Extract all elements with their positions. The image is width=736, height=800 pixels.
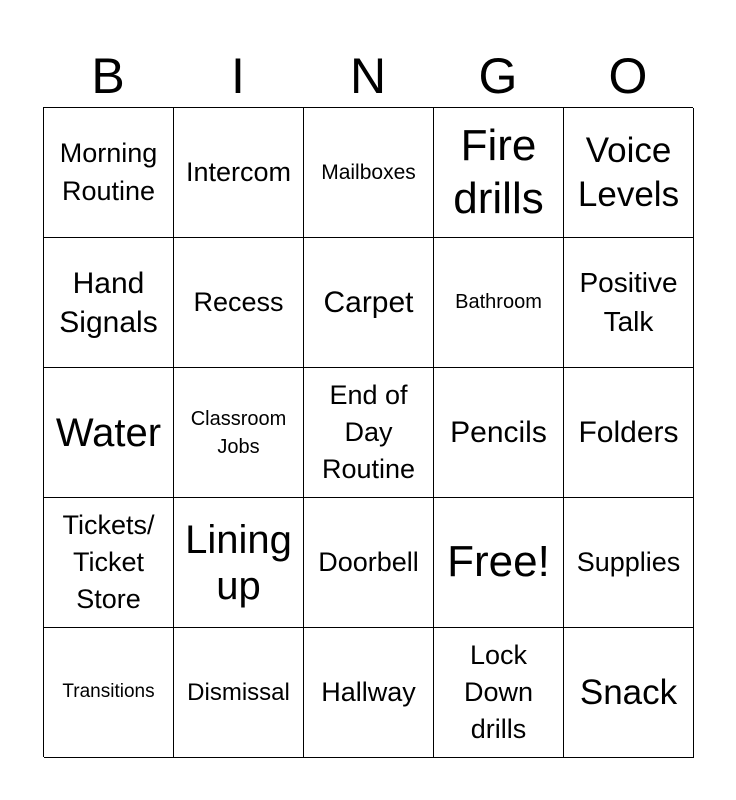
header-letter-n: N bbox=[349, 48, 387, 104]
cell-label: Lining up bbox=[185, 517, 292, 608]
cell-label: Voice Levels bbox=[577, 130, 680, 214]
bingo-cell[interactable] bbox=[564, 238, 694, 368]
bingo-cell[interactable] bbox=[564, 108, 694, 238]
bingo-cell[interactable] bbox=[434, 238, 564, 368]
bingo-cell[interactable] bbox=[44, 628, 174, 758]
cell-label: Tickets/ Ticket Store bbox=[62, 509, 155, 615]
bingo-cell[interactable] bbox=[44, 498, 174, 628]
cell-label: Dismissal bbox=[187, 678, 290, 706]
cell-label: Hand Signals bbox=[59, 266, 158, 339]
header-letter-b: B bbox=[91, 48, 125, 104]
cell-label: Bathroom bbox=[455, 291, 542, 313]
cell-label: Doorbell bbox=[318, 546, 419, 577]
bingo-cell[interactable] bbox=[174, 238, 304, 368]
cell-label: Water bbox=[55, 410, 162, 455]
cell-label: Lock Down drills bbox=[463, 639, 534, 745]
bingo-cell[interactable] bbox=[304, 628, 434, 758]
cell-label: Pencils bbox=[450, 416, 547, 449]
bingo-cell[interactable] bbox=[304, 238, 434, 368]
bingo-cell[interactable] bbox=[564, 498, 694, 628]
bingo-cell[interactable] bbox=[304, 368, 434, 498]
cell-label: Folders bbox=[578, 416, 679, 449]
cell-label: Classroom Jobs bbox=[190, 407, 287, 458]
bingo-cell[interactable] bbox=[304, 108, 434, 238]
cell-label: Transitions bbox=[62, 681, 155, 703]
cell-label: Carpet bbox=[323, 286, 414, 319]
cell-label: Positive Talk bbox=[579, 266, 678, 337]
bingo-cell[interactable] bbox=[564, 628, 694, 758]
cell-label: Recess bbox=[193, 286, 284, 317]
bingo-cell[interactable] bbox=[44, 108, 174, 238]
cell-label: End of Day Routine bbox=[321, 379, 416, 485]
cell-label: Hallway bbox=[321, 676, 416, 707]
cell-label: Snack bbox=[579, 672, 678, 712]
bingo-cell[interactable] bbox=[174, 368, 304, 498]
bingo-cell[interactable] bbox=[434, 368, 564, 498]
bingo-cell[interactable] bbox=[174, 628, 304, 758]
cell-label: Free! bbox=[447, 537, 550, 587]
bingo-header bbox=[43, 48, 693, 104]
bingo-cell[interactable] bbox=[434, 498, 564, 628]
cell-label: Fire drills bbox=[453, 120, 544, 223]
cell-label: Supplies bbox=[576, 546, 681, 577]
bingo-cell[interactable] bbox=[174, 108, 304, 238]
cell-label: Mailboxes bbox=[321, 160, 416, 184]
header-letter-o: O bbox=[608, 48, 648, 104]
cell-label: Morning Routine bbox=[59, 138, 158, 206]
bingo-cell[interactable] bbox=[564, 368, 694, 498]
bingo-board bbox=[43, 107, 693, 757]
bingo-cell[interactable] bbox=[44, 238, 174, 368]
bingo-cell[interactable] bbox=[174, 498, 304, 628]
bingo-cell[interactable] bbox=[434, 628, 564, 758]
header-letter-i: I bbox=[231, 48, 245, 104]
bingo-cell[interactable] bbox=[304, 498, 434, 628]
bingo-cell[interactable] bbox=[44, 368, 174, 498]
header-letter-g: G bbox=[478, 48, 518, 104]
bingo-cell[interactable] bbox=[434, 108, 564, 238]
cell-label: Intercom bbox=[185, 156, 292, 187]
